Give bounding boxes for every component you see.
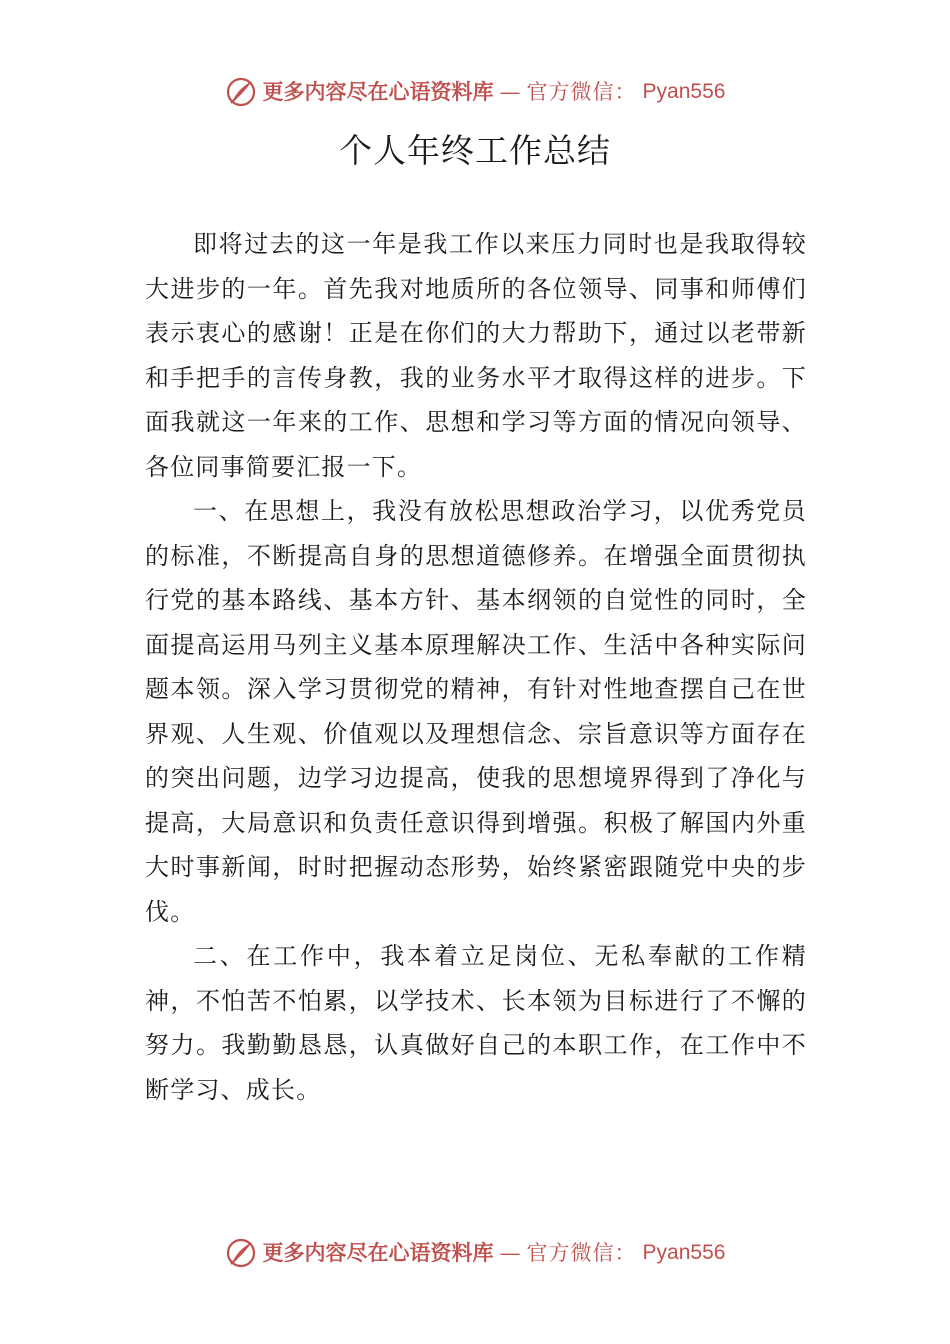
document-title: 个人年终工作总结 bbox=[339, 131, 611, 170]
footer-banner bbox=[0, 1237, 950, 1269]
paragraph-work: 二、在工作中，我本着立足岗位、无私奉献的工作精神，不怕苦不怕累，以学技术、长本领为目标进行了不懈的努力。我勤勤恳恳，认真做好自己的本职工作，在工作中不断学习、成长。 bbox=[145, 942, 807, 1104]
banner-brand: 更多内容尽在心语资料库 bbox=[262, 1240, 494, 1265]
banner-separator: — bbox=[499, 80, 521, 104]
banner-contact-id: Pyan556 bbox=[642, 80, 726, 103]
quill-logo-icon bbox=[225, 76, 257, 108]
banner-separator: — bbox=[499, 1241, 521, 1265]
banner-contact-label: 官方微信： bbox=[526, 80, 637, 104]
paragraph-intro: 即将过去的这一年是我工作以来压力同时也是我取得较大进步的一年。首先我对地质所的各位领导、同事和师傅们表示衷心的感谢！正是在你们的大力帮助下，通过以老带新和手把手的言传身教，我的业务水平才取得这样的进步。下面我就这一年来的工作、思想和学习等方面的情况向领导、各位同事简要汇报一下。 bbox=[145, 230, 807, 481]
banner-contact-label: 官方微信： bbox=[526, 1241, 637, 1265]
quill-logo-icon bbox=[225, 1237, 257, 1269]
header-banner bbox=[0, 76, 950, 108]
document-body bbox=[145, 222, 807, 1112]
banner-contact-id: Pyan556 bbox=[642, 1241, 726, 1264]
paragraph-thought: 一、在思想上，我没有放松思想政治学习，以优秀党员的标准，不断提高自身的思想道德修养。在增强全面贯彻执行党的基本路线、基本方针、基本纲领的自觉性的同时，全面提高运用马列主义基本原理解决工作、生活中各种实际问题本领。深入学习贯彻党的精神，有针对性地查摆自己在世界观、人生观、价值观以及理想信念、宗旨意识等方面存在的突出问题，边学习边提高，使我的思想境界得到了净化与提高，大局意识和负责任意识得到增强。积极了解国内外重大时事新闻，时时把握动态形势，始终紧密跟随党中央的步伐。 bbox=[145, 497, 807, 926]
banner-brand: 更多内容尽在心语资料库 bbox=[262, 79, 494, 104]
